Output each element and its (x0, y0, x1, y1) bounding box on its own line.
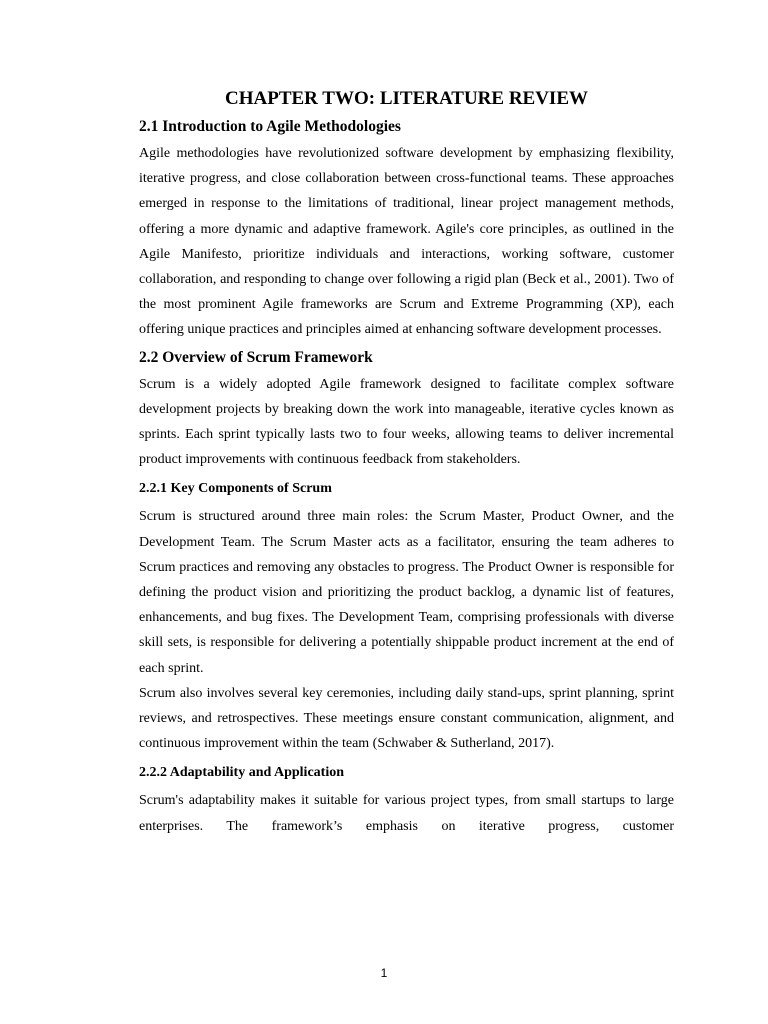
section-2-2-1-heading: 2.2.1 Key Components of Scrum (139, 481, 332, 497)
section-2-2-1-paragraph-2: Scrum also involves several key ceremonies, including daily stand-ups, sprint planning, sprint reviews, and retrospectives. These meetings ensure constant communication, alignment, and continuous improvement within the team (Schwaber & Sutherland, 2017). (139, 685, 674, 752)
page-number: 1 (380, 966, 388, 980)
section-2-1-heading: 2.1 Introduction to Agile Methodologies (139, 118, 401, 135)
section-2-2-heading: 2.2 Overview of Scrum Framework (139, 348, 373, 366)
chapter-title: CHAPTER TWO: LITERATURE REVIEW (225, 88, 588, 109)
section-2-2-paragraph: Scrum is a widely adopted Agile framework designed to facilitate complex software development projects by breaking down the work into manageable, iterative cycles known as sprints. Each sprint typically lasts two to four weeks, allowing teams to deliver incremental product improvements with continuous feedback from stakeholders. (139, 376, 674, 468)
section-2-1-paragraph: Agile methodologies have revolutionized software development by emphasizing flexibility, iterative progress, and close collaboration between cross-functional teams. These approaches emerged in response to the limitations of traditional, linear project management methods, offering a more dynamic and adaptive framework. Agile's core principles, as outlined in the Agile Manifesto, prioritize individuals and interactions, working software, customer collaboration, and responding to change over following a rigid plan (Beck et al., 2001). Two of the most prominent Agile frameworks are Scrum and Extreme Programming (XP), each offering unique practices and principles aimed at enhancing software development processes. (139, 146, 674, 338)
section-2-2-2-paragraph: Scrum's adaptability makes it suitable for various project types, from small startups to large enterprises. The framework’s emphasis on iterative progress, customer (139, 793, 674, 834)
section-2-2-1-paragraph-1: Scrum is structured around three main roles: the Scrum Master, Product Owner, and the Development Team. The Scrum Master acts as a facilitator, ensuring the team adheres to Scrum practices and removing any obstacles to progress. The Product Owner is responsible for defining the product vision and prioritizing the product backlog, a dynamic list of features, enhancements, and bug fixes. The Development Team, comprising professionals with diverse skill sets, is responsible for delivering a potentially shippable product increment at the end of each sprint. (139, 509, 674, 676)
document-page (139, 86, 674, 839)
section-2-2-2-heading: 2.2.2 Adaptability and Application (139, 765, 345, 781)
